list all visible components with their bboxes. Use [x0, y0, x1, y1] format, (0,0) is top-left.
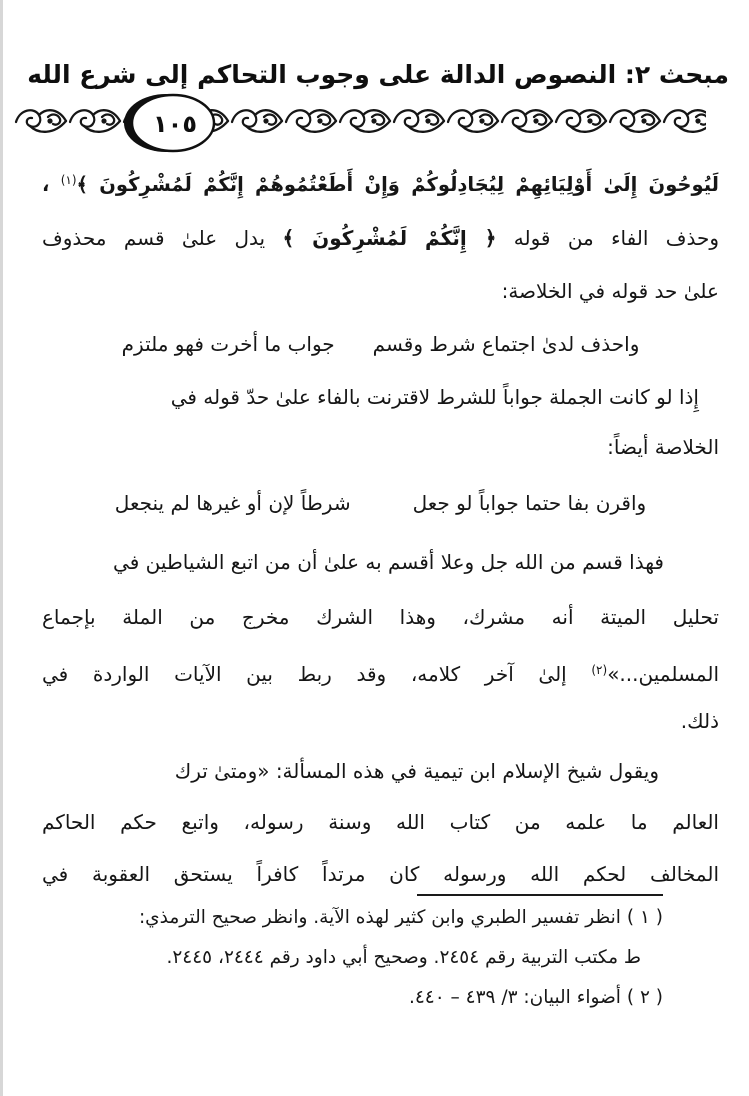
footnote-separator — [417, 894, 663, 896]
verse-comma: ، — [42, 173, 61, 196]
body-text — [42, 150, 719, 900]
para-taymiyyah-line3: المخالف لحكم الله ورسوله كان مرتداً كافراً يستحق العقوبة في — [42, 862, 719, 886]
chapter-title: مبحث ٢: النصوص الدالة على وجوب التحاكم إلى شرع الله — [27, 60, 729, 89]
para-qasam-line4: ذلك. — [680, 709, 719, 733]
scan-edge — [0, 0, 3, 1096]
ornament-band-decoration — [14, 103, 706, 139]
para-taymiyyah-line2: العالم ما علمه من كتاب الله وسنة رسوله، واتبع حكم الحاكم — [42, 810, 719, 834]
footnote-2-line — [30, 978, 663, 1018]
para-idha-line1: إِذا لو كانت الجملة جواباً للشرط لاقترنت بالفاء علىٰ حدّ قوله في — [170, 385, 699, 409]
footnote-2-text: أضواء البيان: ٣/ ٤٣٩ – ٤٤٠. — [408, 987, 621, 1008]
text-run-before: وحذف الفاء من قوله — [496, 226, 719, 250]
poem2-left-hemistich: شرطاً لإن أو غيرها لم ينجعل — [114, 491, 351, 515]
para-qasam-line1: فهذا قسم من الله جل وعلا أقسم به علىٰ أن من اتبع الشياطين في — [113, 550, 664, 574]
footnote-1-line1 — [30, 898, 663, 938]
footnote-ref-1: (١) — [60, 173, 77, 187]
text-run-after: يدل علىٰ قسم محذوف — [42, 226, 283, 250]
text-run-muslimeen: المسلمين...» — [607, 662, 719, 686]
text-run-ila-akhir: إلىٰ آخر كلامه، وقد ربط بين الآيات الواردة في — [42, 662, 592, 686]
poem-line-2 — [42, 472, 719, 534]
poem1-left-hemistich: جواب ما أخرت فهو ملتزم — [121, 332, 335, 356]
footnote-1-marker: ( ١ ) — [626, 907, 663, 928]
footnote-2-marker: ( ٢ ) — [626, 987, 663, 1008]
para-taymiyyah-line1: ويقول شيخ الإسلام ابن تيمية في هذه المسألة: «ومتىٰ ترك — [174, 759, 659, 783]
para-qasam-line2: تحليل الميتة أنه مشرك، وهذا الشرك مخرج من الملة بإجماع — [42, 605, 719, 629]
footnote-1-line2: ط مكتب التربية رقم ٢٤٥٤. وصحيح أبي داود رقم ٢٤٤٤، ٢٤٤٥. — [166, 947, 641, 968]
poem1-right-hemistich: واحذف لدىٰ اجتماع شرط وقسم — [372, 332, 640, 356]
para-idha-line2: الخلاصة أيضاً: — [607, 435, 719, 459]
footnote-ref-2: (٢) — [591, 663, 608, 677]
poem2-right-hemistich: واقرن بفا حتما جواباً لو جعل — [412, 491, 647, 515]
poem-line-1 — [42, 316, 719, 372]
line-ala-hadd: علىٰ حد قوله في الخلاصة: — [501, 279, 719, 303]
quran-verse-line — [42, 150, 719, 210]
para-qasam-line3 — [42, 644, 719, 696]
line-fa-omission — [42, 210, 719, 266]
page-number: ١٠٥ — [153, 110, 197, 138]
footnote-1-text: انظر تفسير الطبري وابن كثير لهذه الآية. وانظر صحيح الترمذي: — [138, 907, 621, 928]
page-number-badge — [122, 90, 220, 156]
quran-quote: ﴿ إِنَّكُمْ لَمُشْرِكُونَ ﴾ — [282, 226, 497, 250]
quran-verse-text: لَيُوحُونَ إِلَىٰ أَوْلِيَائِهِمْ لِيُجَادِلُوكُمْ وَإِنْ أَطَعْتُمُوهُمْ إِنَّكُمْ لَمُشْرِكُونَ ﴾ — [76, 173, 719, 196]
footnotes-block — [30, 898, 663, 1018]
